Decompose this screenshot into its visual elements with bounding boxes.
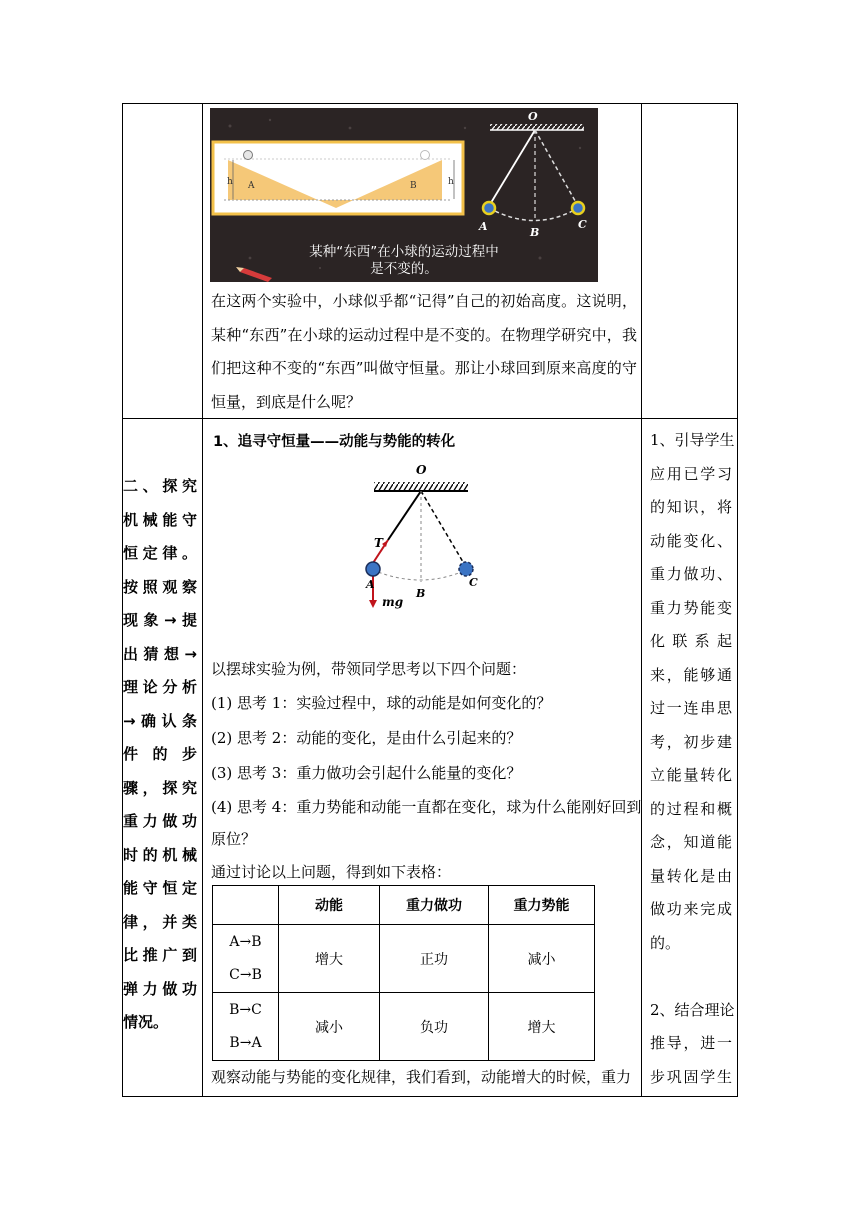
right-column-line: 应用已学习 [650,464,732,483]
row-label-cell [213,925,279,993]
table-row [213,925,595,993]
left-column-line: 弹力做功 [123,979,197,998]
right-column-line: 考，初步建 [650,732,732,751]
right-column-intent [650,424,735,1094]
section-heading: 1、追寻守恒量——动能与势能的转化 [213,434,456,450]
right-column-line: 来，能够通 [650,665,732,684]
header-empty [213,886,279,925]
pendulum-svg [358,460,488,610]
lead-text: 以摆球实验为例，带领同学思考以下四个问题： [211,660,527,678]
left-column-objective [123,470,197,1040]
track-ball-end [421,151,430,160]
left-column-line: 机械能守 [123,510,197,529]
ceiling-hatch [490,124,584,130]
cell-potential: 减小 [489,925,595,993]
pendulum-label-o: O [416,463,427,477]
table-row [213,993,595,1061]
pendulum-diagram [358,460,488,610]
right-column-line: 推导，进一 [650,1034,732,1052]
left-column-line: 件 的 步 [123,745,197,763]
energy-table [212,885,595,1061]
chalk-label-a: A [479,220,488,233]
right-column-line: 的知识，将 [650,498,732,516]
left-column-line: 情况。 [123,1013,169,1031]
track-label-h2: h [448,177,454,187]
table-divider-1 [202,103,203,1097]
cell-work: 负功 [380,993,489,1061]
chalk-label-b: B [530,226,540,239]
pendulum-label-b: B [416,587,426,600]
chalk-caption-line1: 某种“东西”在小球的运动过程中 [309,244,499,260]
right-column-line: 步巩固学生 [650,1067,732,1086]
intro-paragraph: 在这两个实验中，小球似乎都“记得”自己的初始高度。这说明，某种“东西”在小球的运动过程中是不变的。在物理学研究中，我们把这种不变的“东西”叫做守恒量。那让小球回到原来高度的守恒量，到底是什么呢？ [211,292,637,411]
row-label: B→A [229,1034,262,1051]
energy-table-header-row [213,886,595,925]
right-column-line: 的。 [650,933,681,952]
closing-text: 观察动能与势能的变化规律，我们看到，动能增大的时候，重力 [211,1068,632,1086]
left-column-line: 按照观察 [123,577,197,596]
pendulum-label-a: A [366,578,375,591]
right-column-line: 过一连串思 [650,699,732,717]
left-column-line: 出猜想→ [123,644,197,663]
question-1: (1) 思考 1：实验过程中，球的动能是如何变化的？ [211,694,552,712]
ball-c [459,562,473,576]
row-label: C→B [229,966,262,983]
row-label-cell [213,993,279,1061]
cell-kinetic: 减小 [279,993,380,1061]
pendulum-dashed-string [421,491,466,567]
right-column-line: 化 联 系 起 [650,632,732,650]
track-ball-start [244,151,253,160]
left-column-line: 现象→提 [123,611,197,629]
pendulum-swing-arc [373,570,466,580]
chalk-caption-line2: 是不变的。 [370,261,438,277]
cell-kinetic: 增大 [279,925,380,993]
left-column-line: 能守恒定 [123,879,197,897]
header-kinetic: 动能 [279,886,380,925]
chalk-ball-a [483,202,495,214]
left-column-line: 理论分析 [123,678,197,696]
right-column-line: 量转化是由 [650,866,732,885]
left-column-line: 二、探究 [123,477,197,495]
pendulum-string [388,491,421,540]
cell-potential: 增大 [489,993,595,1061]
table-border-bottom [122,1096,738,1097]
left-column-line: 骤，探究 [123,778,197,797]
chalk-ball-c [572,202,584,214]
right-column-line: 动能变化、 [650,531,732,550]
pendulum-ceiling-hatch [374,482,468,491]
header-work: 重力做功 [380,886,489,925]
left-column-line: →确认条 [123,711,197,730]
right-column-line: 1、引导学生 [650,431,735,449]
table-border-right [737,103,738,1097]
right-column-line: 做功来完成 [650,900,732,918]
left-column-line: 比推广到 [123,946,197,964]
left-column-line: 律，并类 [123,912,197,931]
track-label-b: B [410,181,417,191]
track-label-h1: h [227,177,233,187]
pendulum-label-c: C [469,576,478,589]
right-column-line: 重力势能变 [650,598,732,617]
left-column-line: 时的机械 [123,845,197,864]
chalk-label-c: C [578,218,587,231]
table-intro: 通过讨论以上问题，得到如下表格： [211,863,452,881]
right-column-line: 重力做功、 [650,565,732,583]
chalkboard-figure [210,108,598,282]
ball-a [366,562,380,576]
left-column-line: 恒定律。 [123,544,197,562]
right-column-line: 念，知道能 [650,833,732,851]
pendulum-label-t: T [374,536,383,550]
question-2: (2) 思考 2：动能的变化，是由什么引起来的？ [211,729,522,747]
track-label-a: A [248,181,255,191]
row-label: A→B [229,933,262,950]
left-column-line: 重力做功 [123,812,197,830]
question-4-continued: 原位？ [211,830,257,848]
table-divider-2 [641,103,642,1097]
question-4: (4) 思考 4：重力势能和动能一直都在变化，球为什么能刚好回到 [211,798,642,816]
question-3: (3) 思考 3：重力做功会引起什么能量的变化？ [211,764,522,782]
cell-work: 正功 [380,925,489,993]
chalkboard-svg [210,108,598,282]
table-border-top [122,103,738,104]
header-potential: 重力势能 [489,886,595,925]
row-label: B→C [229,1001,262,1018]
pendulum-label-mg: mg [382,595,404,609]
right-column-line: 2、结合理论 [650,1000,735,1019]
chalk-label-o: O [528,110,538,123]
right-column-line [650,960,732,994]
right-column-line: 的过程和概 [650,799,732,818]
right-column-line: 立能量转化 [650,766,732,784]
